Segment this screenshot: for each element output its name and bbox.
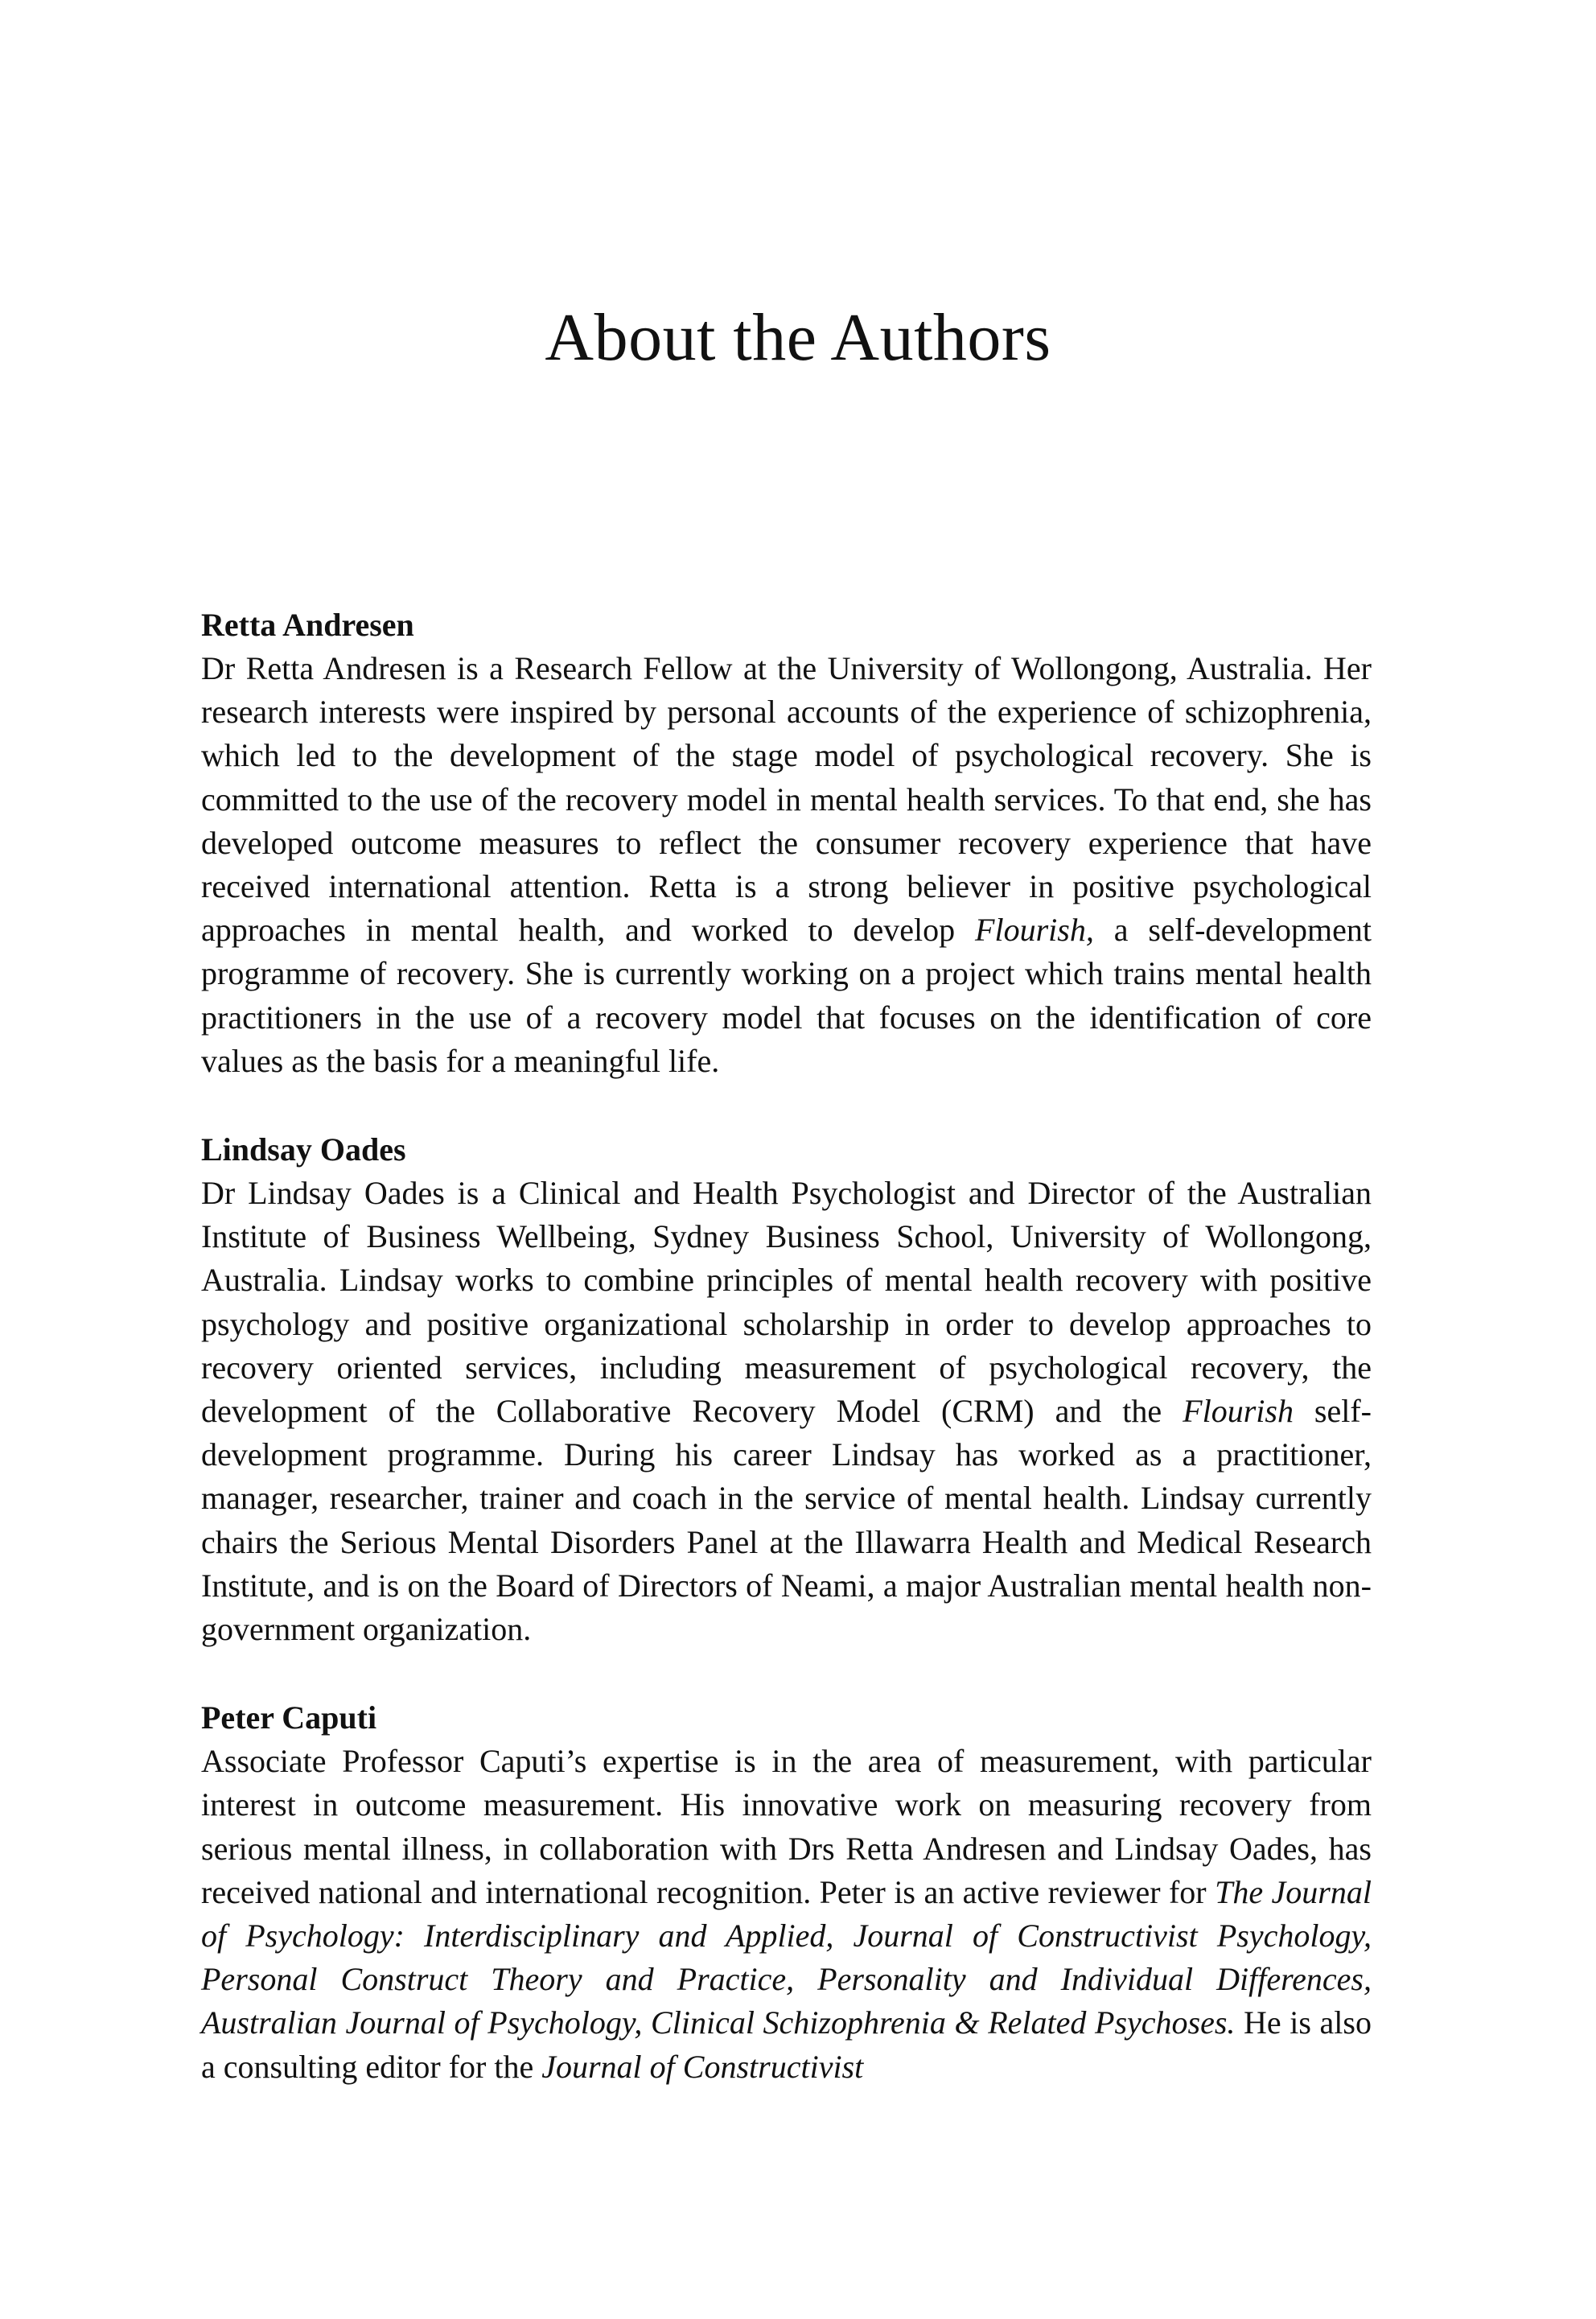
author-entry-retta-andresen [201, 603, 1372, 1083]
bio-text: Dr Lindsay Oades is a Clinical and Health Psychologist and Director of the Australian Institute of Business Wellbeing, Sydney Business School, University of Wollongong, Australia. Lindsay works to combine principles of mental health recovery with positive psychology and positive organizational scholarship in order to develop approaches to recovery oriented services, including measurement of psychological recovery, the development of the Collaborative Recovery Model (CRM) and the [201, 1175, 1372, 1430]
bio-text: Dr Retta Andresen is a Research Fellow at the University of Wollongong, Australia. Her research interests were inspired by personal accounts of the experience of schizophrenia, which led to the development of the stage model of psychological recovery. She is committed to the use of the recovery model in mental health services. To that end, she has developed outcome measures to reflect the consumer recovery experience that have received international attention. Retta is a strong believer in positive psychological approaches in mental health, and worked to develop [201, 650, 1372, 949]
author-name: Retta Andresen [201, 607, 414, 643]
author-bio [201, 1740, 1372, 2089]
author-name: Lindsay Oades [201, 1131, 406, 1168]
bio-text: Associate Professor Caputi’s expertise is in the area of measurement, with particular interest in outcome measurement. His innovative work on measuring recovery from serious mental illness, in collaboration with Drs Retta Andresen and Lindsay Oades, has received national and international recognition. Peter is an active reviewer for [201, 1743, 1372, 1910]
bio-text: a self-development programme of recovery. She is currently working on a project which trains mental health practitioners in the use of a recovery model that focuses on the identification of core values as the basis for a meaningful life. [201, 912, 1372, 1079]
author-bio [201, 647, 1372, 1083]
bio-italic-text: Flourish [1183, 1393, 1294, 1430]
author-bio [201, 1172, 1372, 1651]
bio-text: He is also a consulting editor for the [201, 2004, 1372, 2085]
bio-text: self-development programme. During his career Lindsay has worked as a practitioner, manager, researcher, trainer and coach in the service of mental health. Lindsay currently chairs the Serious Mental Disorders Panel at the Illawarra Health and Medical Research Institute, and is on the Board of Directors of Neami, a major Australian mental health non-government organization. [201, 1393, 1372, 1648]
author-entry-peter-caputi [201, 1696, 1372, 2089]
author-name: Peter Caputi [201, 1699, 377, 1736]
bio-italic-text: Flourish, [975, 912, 1094, 949]
author-entry-lindsay-oades [201, 1128, 1372, 1651]
page-title: About the Authors [545, 300, 1051, 375]
bio-italic-text: Journal of Constructivist [541, 2048, 864, 2085]
bio-italic-text: The Journal of Psychology: Interdisciplinary and Applied, Journal of Constructivist Psychology, Personal Construct Theory and Practice, Personality and Individual Differences, Australian Journal of Psychology, Clinical Schizophrenia & Related Psychoses. [201, 1873, 1372, 2041]
authors-list [201, 603, 1372, 2134]
